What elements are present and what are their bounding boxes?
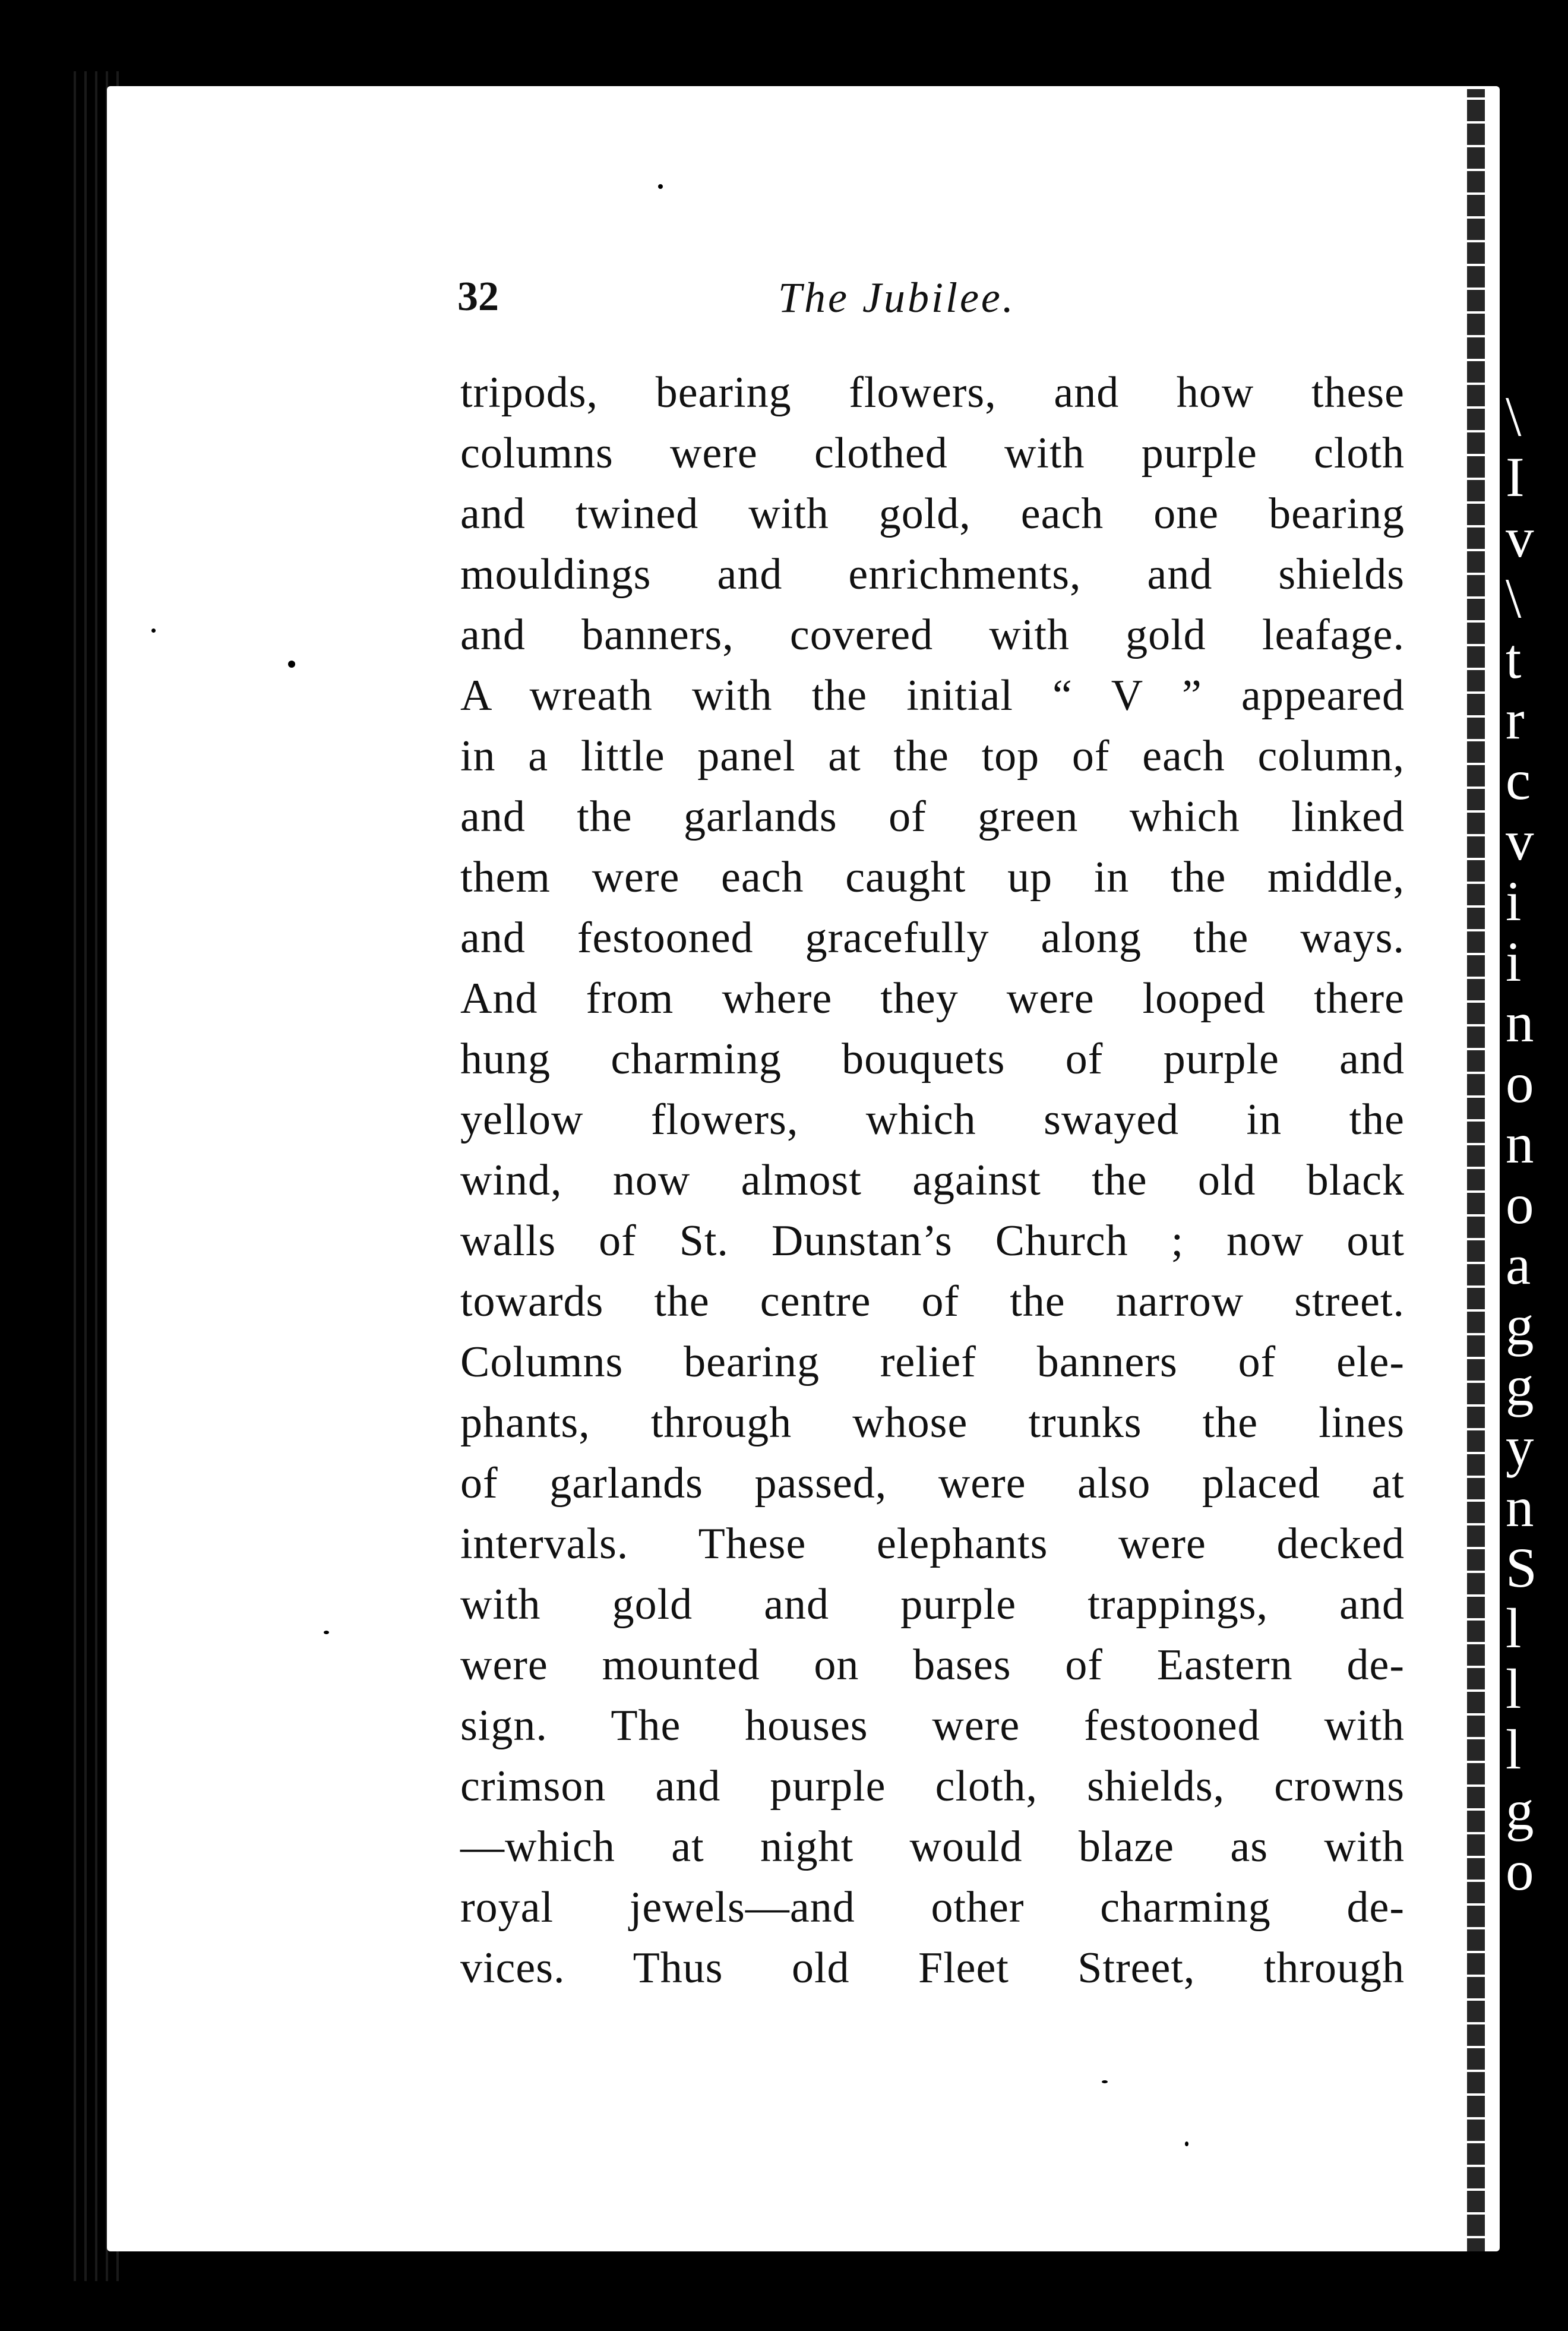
scan-speck [324,1631,329,1634]
text-line: hung charming bouquets of purple and [460,1035,1405,1084]
text-line: tripods, bearing flowers, and how these [460,368,1405,417]
text-line: crimson and purple cloth, shields, crowns [460,1762,1405,1811]
text-line: walls of St. Dunstan’s Church ; now out [460,1217,1405,1265]
scan-speck [1102,2080,1108,2083]
scan-speck [151,628,156,633]
text-line: and the garlands of green which linked [460,792,1405,841]
text-line: with gold and purple trappings, and [460,1580,1405,1629]
text-line: wind, now almost against the old black [460,1156,1405,1205]
text-line: sign. The houses were festooned with [460,1701,1405,1750]
text-line: towards the centre of the narrow street. [460,1277,1405,1326]
text-line: and twined with gold, each one bearing [460,489,1405,538]
text-line: royal jewels—and other charming de- [460,1883,1405,1932]
text-line: mouldings and enrichments, and shields [460,550,1405,599]
text-line: were mounted on bases of Eastern de- [460,1641,1405,1689]
text-line: and festooned gracefully along the ways. [460,914,1405,962]
text-line: And from where they were looped there [460,974,1405,1023]
text-line: Columns bearing relief banners of ele- [460,1338,1405,1386]
text-line: of garlands passed, were also placed at [460,1459,1405,1508]
text-line: columns were clothed with purple cloth [460,429,1405,478]
text-line: vices. Thus old Fleet Street, through [460,1944,1405,1992]
text-line: them were each caught up in the middle, [460,853,1405,902]
text-line: in a little panel at the top of each column, [460,732,1405,781]
text-line: yellow flowers, which swayed in the [460,1095,1405,1144]
text-line: and banners, covered with gold leafage. [460,611,1405,659]
text-line: —which at night would blaze as with [460,1823,1405,1871]
text-line: intervals. These elephants were decked [460,1520,1405,1568]
scan-speck [1185,2142,1188,2146]
page-header [457,267,1408,339]
body-text [460,362,1411,1998]
text-line: A wreath with the initial “ V ” appeared [460,671,1405,720]
running-title: The Jubilee. [778,274,1016,321]
page-curl-edge [1467,89,1485,2257]
scan-speck [288,661,295,668]
scan-speck [658,184,663,189]
page-number: 32 [457,274,499,320]
text-line: phants, through whose trunks the lines [460,1398,1405,1447]
next-page-letter-fragments: \ I v \ t r c v i i n o n o a g g y n S l l l g o [1506,386,1537,1901]
